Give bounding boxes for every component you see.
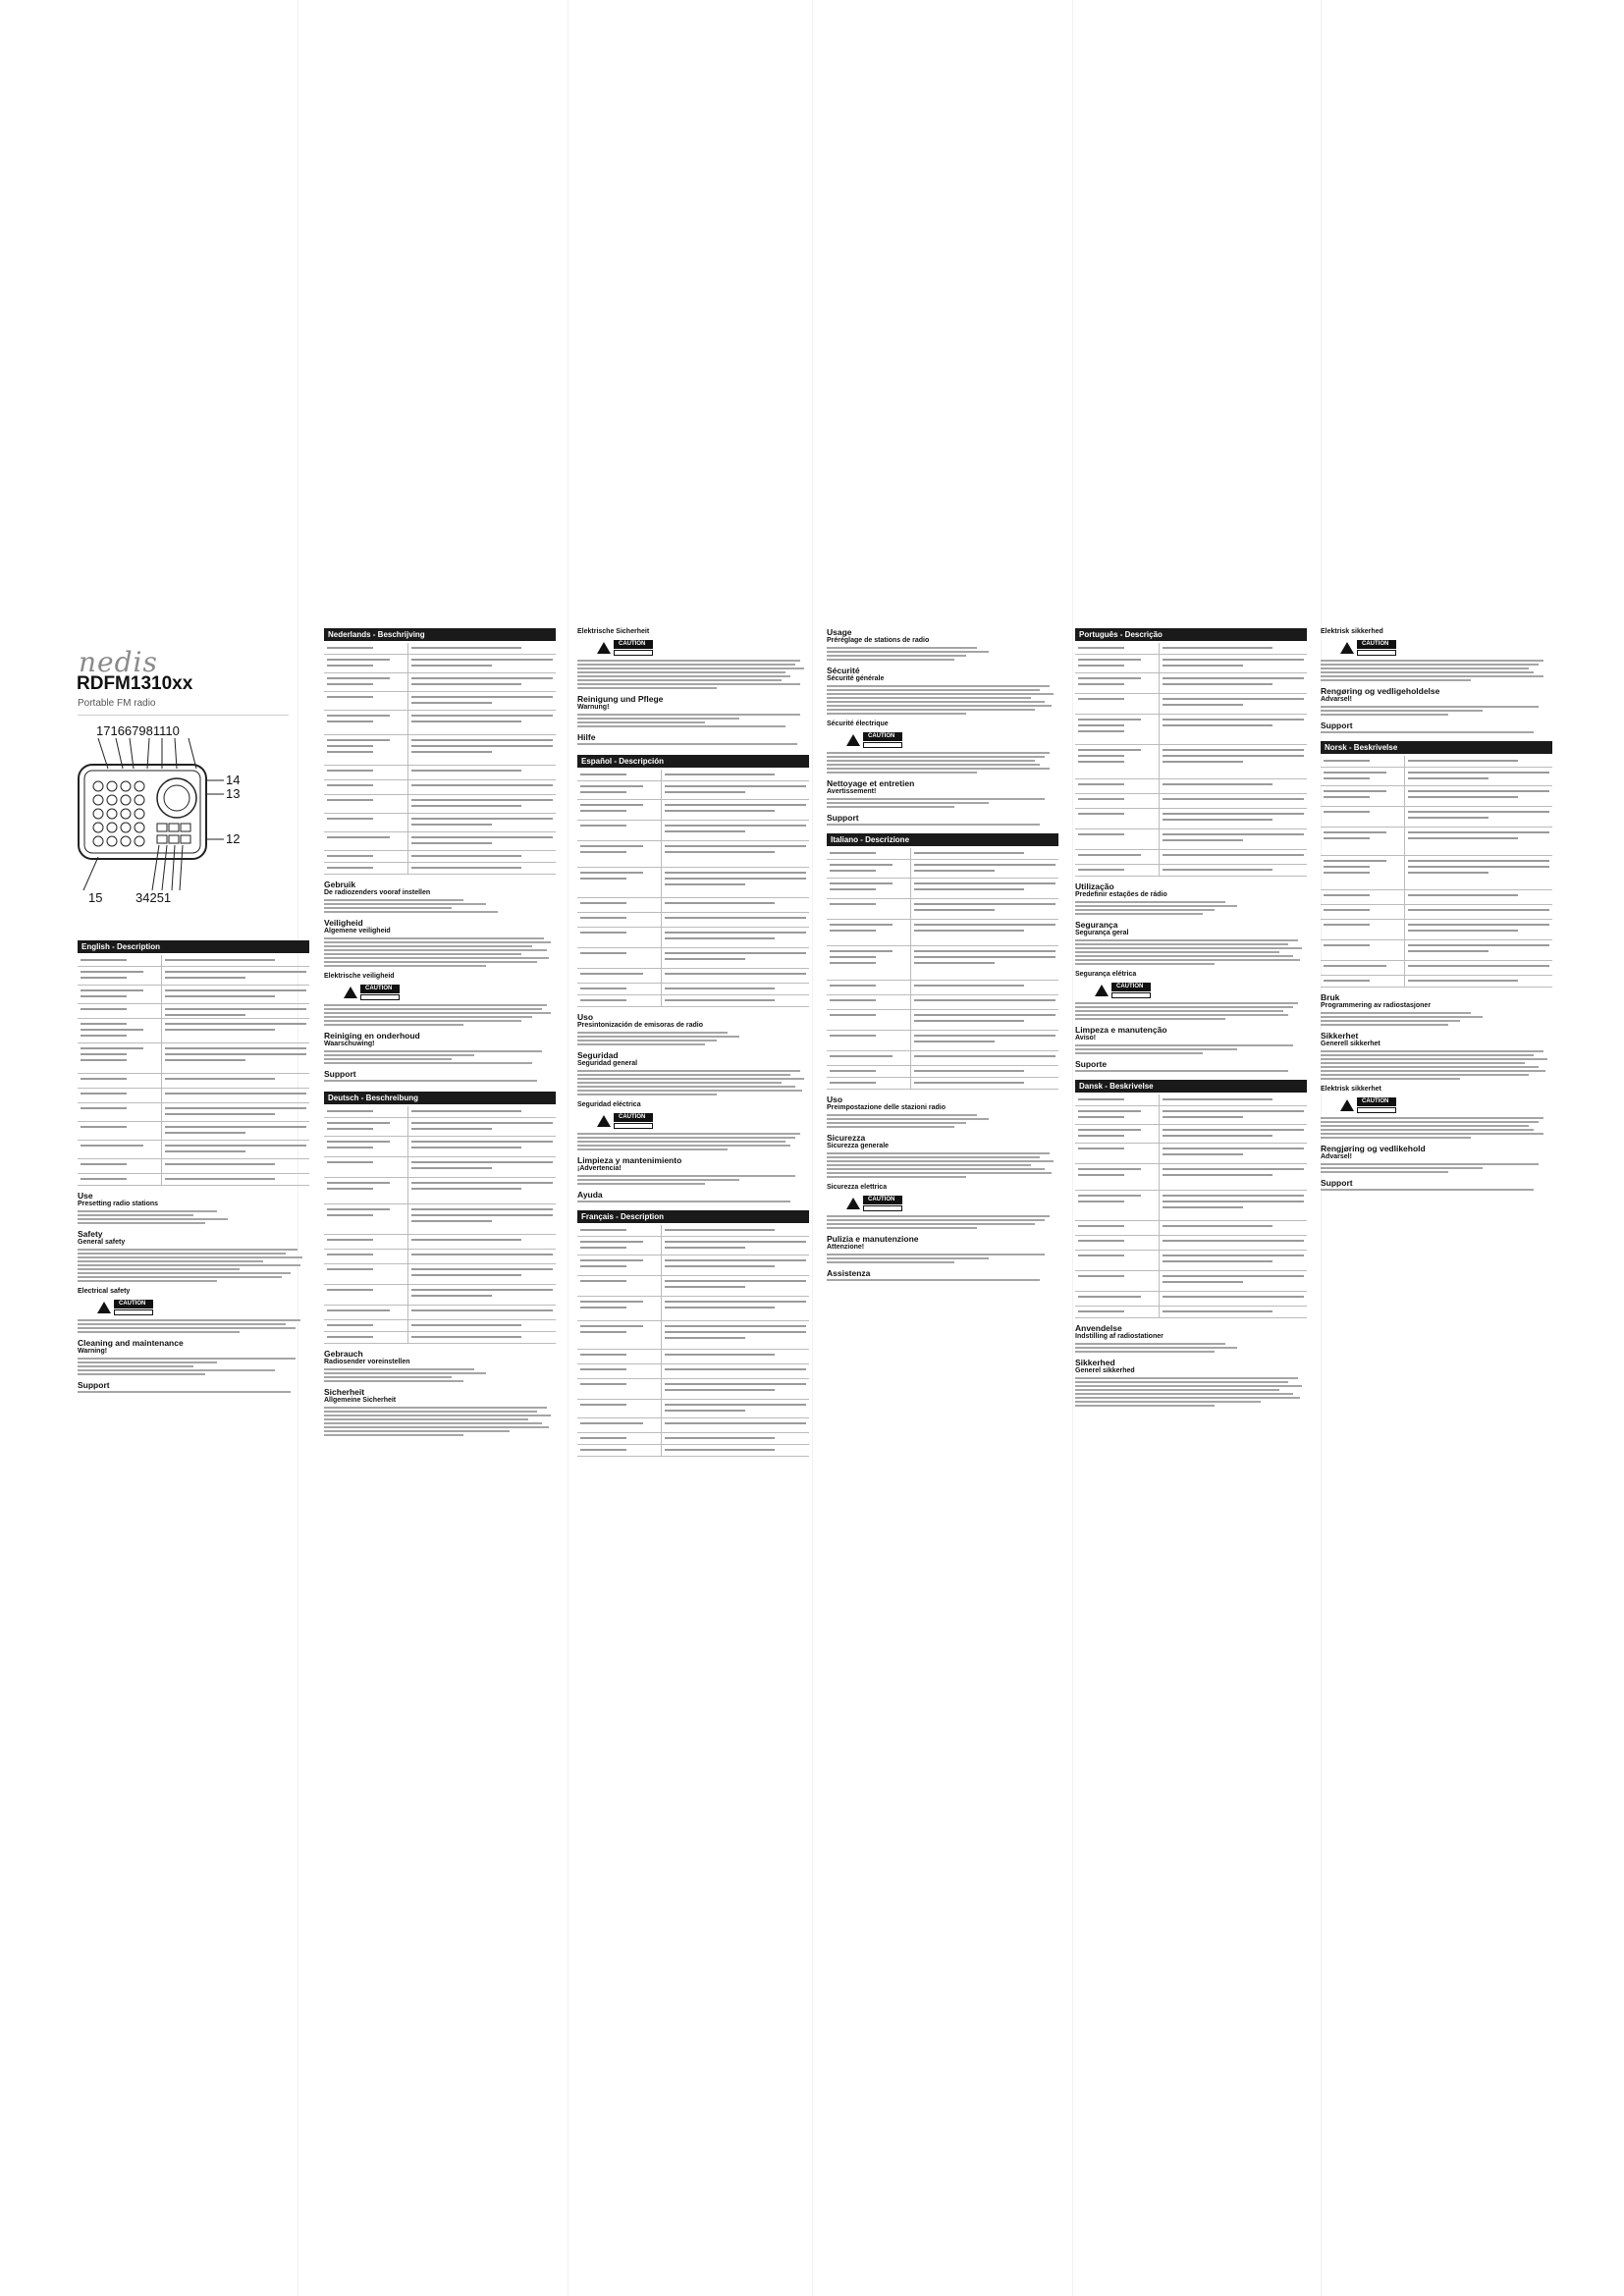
french-electrical-heading: Sécurité électrique [827,721,889,727]
danish-safety-heading: Sikkerhed [1075,1358,1115,1367]
warning-triangle-icon [597,642,611,654]
english-electrical-heading: Electrical safety [78,1288,131,1295]
german-use-heading: Gebrauch [324,1349,363,1359]
spanish-caution-label: CAUTION [597,1113,809,1129]
english-general-safety-heading: General safety [78,1239,126,1246]
portuguese-use-heading: Utilização [1075,881,1114,891]
spanish-electrical-heading: Seguridad eléctrica [577,1101,641,1108]
english-column [78,940,309,1395]
italian-presetting-heading: Preimpostazione delle stazioni radio [827,1104,946,1111]
spanish-safety-heading: Seguridad [577,1050,619,1060]
french-use-heading: Usage [827,627,852,637]
warning-triangle-icon [1340,1099,1354,1111]
italian-cleaning-heading: Pulizia e manutenzione [827,1234,919,1244]
norwegian-use-heading: Bruk [1321,992,1340,1002]
french-cleaning-heading: Nettoyage et entretien [827,778,915,788]
norwegian-safety-heading: Sikkerhet [1321,1031,1359,1041]
danish-general-safety-heading: Generel sikkerhed [1075,1367,1135,1374]
danish-norwegian-column [1321,628,1552,1193]
danish-parts-table [1075,1095,1307,1318]
danish-use-heading: Anvendelse [1075,1323,1122,1333]
spanish-presetting-heading: Presintonización de emisoras de radio [577,1022,703,1029]
german-safety-heading: Sicherheit [324,1387,365,1397]
portuguese-presetting-heading: Predefinir estações de rádio [1075,891,1167,898]
portuguese-caution-label: CAUTION [1095,983,1307,998]
dutch-warning-heading: Waarschuwing! [324,1041,375,1047]
portuguese-danish-column [1075,628,1307,1409]
norwegian-header: Norsk - Beskrivelse [1321,741,1552,754]
diagram-label-top: 171667981110 [96,723,180,738]
dutch-header: Nederlands - Beschrijving [324,628,556,641]
english-safety-heading: Safety [78,1229,103,1239]
german-caution-label: CAUTION [597,640,809,656]
warning-triangle-icon [1340,642,1354,654]
norwegian-parts-table [1321,756,1552,988]
german-header: Deutsch - Beschreibung [324,1092,556,1104]
german-general-safety-heading: Allgemeine Sicherheit [324,1397,397,1404]
norwegian-cleaning-heading: Rengjøring og vedlikehold [1321,1144,1426,1153]
diagram-label-bottom-left: 15 [88,890,103,905]
french-support-heading: Support [827,813,859,823]
diagram-label-right-12: 12 [226,831,241,846]
spanish-cleaning-heading: Limpieza y mantenimiento [577,1155,682,1165]
italian-header: Italiano - Descrizione [827,833,1058,846]
spanish-use-heading: Uso [577,1012,594,1022]
dutch-electrical-heading: Elektrische veiligheid [324,973,395,980]
norwegian-caution-label: CAUTION [1340,1097,1552,1113]
warning-triangle-icon [846,734,860,746]
dutch-general-safety-heading: Algemene veiligheid [324,928,391,934]
danish-support-heading: Support [1321,721,1353,730]
portuguese-general-safety-heading: Segurança geral [1075,930,1129,936]
english-cleaning-heading: Cleaning and maintenance [78,1338,184,1348]
portuguese-parts-table [1075,643,1307,877]
german-presetting-heading: Radiosender voreinstellen [324,1359,410,1365]
french-parts-table [577,1225,809,1457]
german-electrical-heading: Elektrische Sicherheit [577,628,650,635]
product-subtitle: Portable FM radio [78,698,156,709]
portuguese-support-heading: Suporte [1075,1059,1108,1069]
english-use-heading: Use [78,1191,93,1201]
italian-use-heading: Uso [827,1095,843,1104]
german-cleaning-heading: Reinigung und Pflege [577,694,664,704]
dutch-use-heading: Gebruik [324,880,356,889]
warning-triangle-icon [597,1115,611,1127]
german-support-heading: Hilfe [577,732,596,742]
norwegian-general-safety-heading: Generell sikkerhet [1321,1041,1380,1047]
german-parts-table [324,1106,556,1344]
dutch-cleaning-heading: Reiniging en onderhoud [324,1031,420,1041]
portuguese-cleaning-heading: Limpeza e manutenção [1075,1025,1167,1035]
danish-warning-heading: Advarsel! [1321,696,1352,703]
italian-parts-table [827,848,1058,1090]
warning-triangle-icon [1095,985,1109,996]
norwegian-presetting-heading: Programmering av radiostasjoner [1321,1002,1432,1009]
portuguese-header: Português - Descrição [1075,628,1307,641]
french-caution-label: CAUTION [846,732,1058,748]
diagram-label-right-14: 14 [226,773,241,787]
warning-triangle-icon [846,1198,860,1209]
german-spanish-column [577,628,809,1457]
english-header: English - Description [78,940,309,953]
italian-general-safety-heading: Sicurezza generale [827,1143,890,1149]
norwegian-electrical-heading: Elektrisk sikkerhet [1321,1086,1381,1093]
dutch-safety-heading: Veiligheid [324,918,363,928]
diagram-label-right-13: 13 [226,786,241,801]
spanish-header: Español - Descripción [577,755,809,768]
danish-electrical-heading: Elektrisk sikkerhed [1321,628,1383,635]
danish-presetting-heading: Indstilling af radiostationer [1075,1333,1164,1340]
product-diagram [69,721,304,908]
german-warning-heading: Warnung! [577,704,610,711]
dutch-presetting-heading: De radiozenders vooraf instellen [324,889,431,896]
english-presetting-heading: Presetting radio stations [78,1201,159,1207]
portuguese-safety-heading: Segurança [1075,920,1118,930]
model-title: RDFM1310xx [77,673,193,694]
english-parts-table [78,955,309,1186]
english-warning-heading: Warning! [78,1348,108,1355]
italian-electrical-heading: Sicurezza elettrica [827,1184,888,1191]
italian-support-heading: Assistenza [827,1268,871,1278]
english-support-heading: Support [78,1380,110,1390]
french-header: Français - Description [577,1210,809,1223]
warning-triangle-icon [97,1302,111,1313]
portuguese-electrical-heading: Segurança elétrica [1075,971,1137,978]
italian-caution-label: CAUTION [846,1196,1058,1211]
danish-header: Dansk - Beskrivelse [1075,1080,1307,1093]
dutch-parts-table [324,643,556,875]
french-general-safety-heading: Sécurité générale [827,675,885,682]
french-italian-column [827,628,1058,1283]
danish-cleaning-heading: Rengøring og vedligeholdelse [1321,686,1440,696]
divider [78,715,289,716]
french-warning-heading: Avertissement! [827,788,877,795]
dutch-support-heading: Support [324,1069,356,1079]
warning-triangle-icon [344,987,357,998]
spanish-general-safety-heading: Seguridad general [577,1060,638,1067]
italian-safety-heading: Sicurezza [827,1133,866,1143]
dutch-column [324,628,556,1438]
italian-warning-heading: Attenzione! [827,1244,865,1251]
danish-caution-label: CAUTION [1340,640,1552,656]
norwegian-support-heading: Support [1321,1178,1353,1188]
spanish-parts-table [577,770,809,1007]
portuguese-warning-heading: Aviso! [1075,1035,1097,1041]
spanish-warning-heading: ¡Advertencia! [577,1165,622,1172]
dutch-caution-label: CAUTION [344,985,556,1000]
english-caution-label: CAUTION [97,1300,309,1315]
radio-illustration [69,721,304,908]
spanish-support-heading: Ayuda [577,1190,603,1200]
french-safety-heading: Sécurité [827,666,860,675]
diagram-label-bottom: 34251 [135,890,172,905]
norwegian-warning-heading: Advarsel! [1321,1153,1352,1160]
french-presetting-heading: Préréglage de stations de radio [827,637,930,644]
brand-logo: nedis [79,646,158,678]
